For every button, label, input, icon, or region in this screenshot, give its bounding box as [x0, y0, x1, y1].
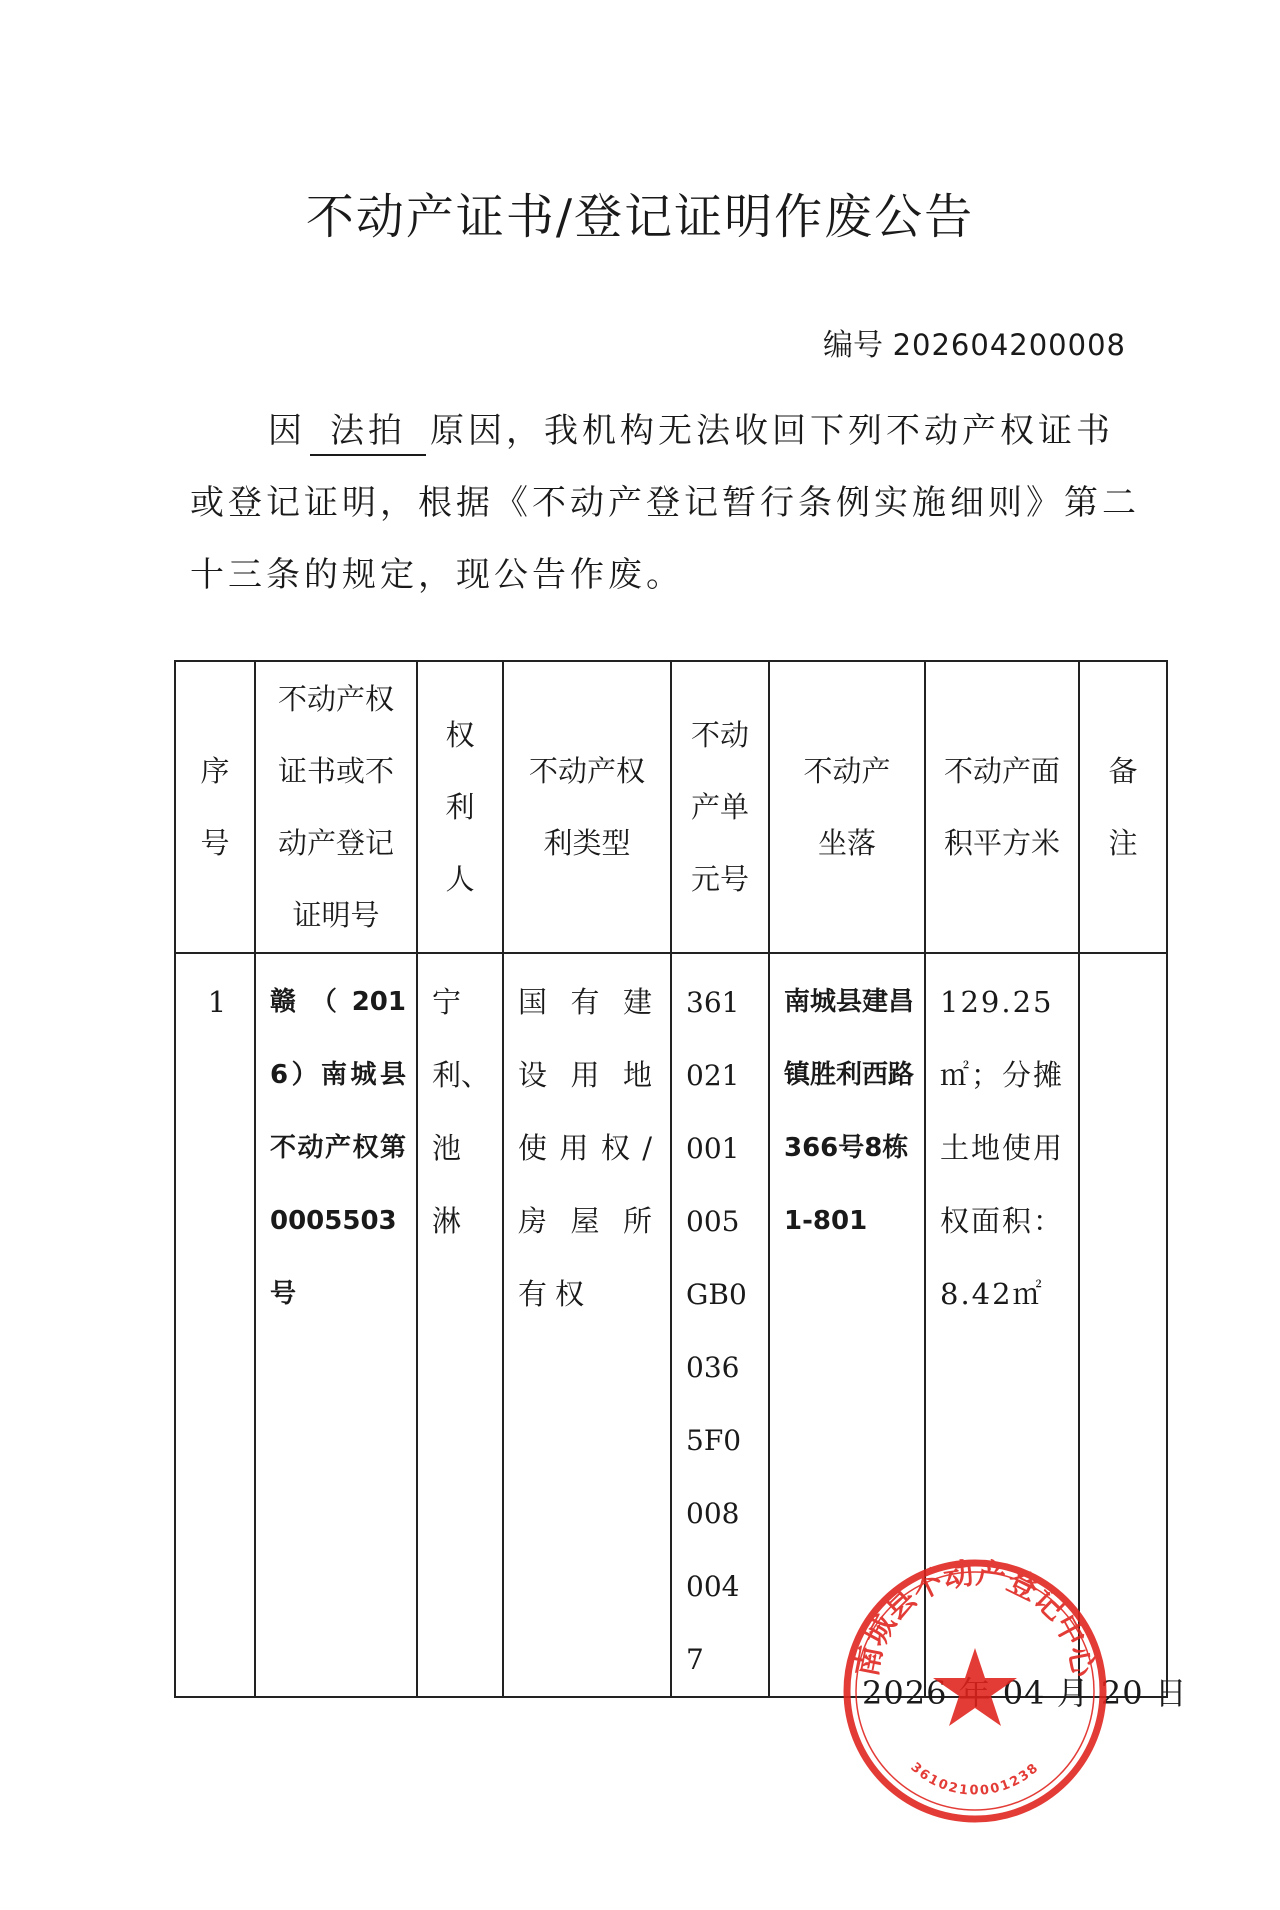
- table-header-row: [175, 661, 1167, 953]
- header-remark: 备注: [1079, 661, 1167, 953]
- date-day: 20: [1100, 1674, 1144, 1712]
- header-index: 序号: [175, 661, 255, 953]
- seal-star-icon: [933, 1648, 1017, 1726]
- seal-code: 3610210001238: [907, 1759, 1043, 1799]
- void-certificate-table: [174, 660, 1168, 1698]
- date-month-unit: 月: [1056, 1674, 1090, 1712]
- date-month: 04: [1002, 1674, 1046, 1712]
- reason-underlined: 法拍: [310, 408, 426, 456]
- header-cert-no: 不动产权证书或不动产登记证明号: [255, 661, 417, 953]
- cell-owner: 宁利、池淋: [417, 953, 503, 1697]
- serial-value: 202604200008: [892, 328, 1126, 362]
- serial-number: [823, 320, 1126, 364]
- header-unit-no: 不动产单元号: [671, 661, 769, 953]
- header-location: 不动产坐落: [769, 661, 925, 953]
- cell-location: 南城县建昌镇胜利西路366号8栋1-801: [769, 953, 925, 1697]
- header-owner: 权利人: [417, 661, 503, 953]
- page-title: 不动产证书/登记证明作废公告: [305, 189, 975, 245]
- header-right-type: 不动产权利类型: [503, 661, 671, 953]
- cell-right-type: 国有建设用地使用权/房屋所有权: [503, 953, 671, 1697]
- cell-unit-no: 361021001005GB00365F00080047: [671, 953, 769, 1697]
- paragraph-body: 原因，我机构无法收回下列不动产权证书或登记证明，根据《不动产登记暂行条例实施细则》第二十三条的规定，现公告作废。: [190, 411, 1140, 595]
- serial-label: 编号: [823, 328, 884, 363]
- seal-text: 南城县不动产登记中心: [849, 1556, 1101, 1680]
- date-day-unit: 日: [1154, 1674, 1188, 1712]
- cell-index: 1: [175, 953, 255, 1697]
- announcement-paragraph: [190, 395, 1150, 611]
- date-year: 2026: [862, 1674, 948, 1712]
- paragraph-lead: 因: [268, 411, 306, 451]
- cell-cert-no: 赣（2016）南城县不动产权第0005503号: [255, 953, 417, 1697]
- header-area: 不动产面积平方米: [925, 661, 1079, 953]
- cell-area: 129.25㎡；分摊土地使用权面积：8.42㎡: [925, 953, 1079, 1697]
- official-seal: [840, 1556, 1110, 1826]
